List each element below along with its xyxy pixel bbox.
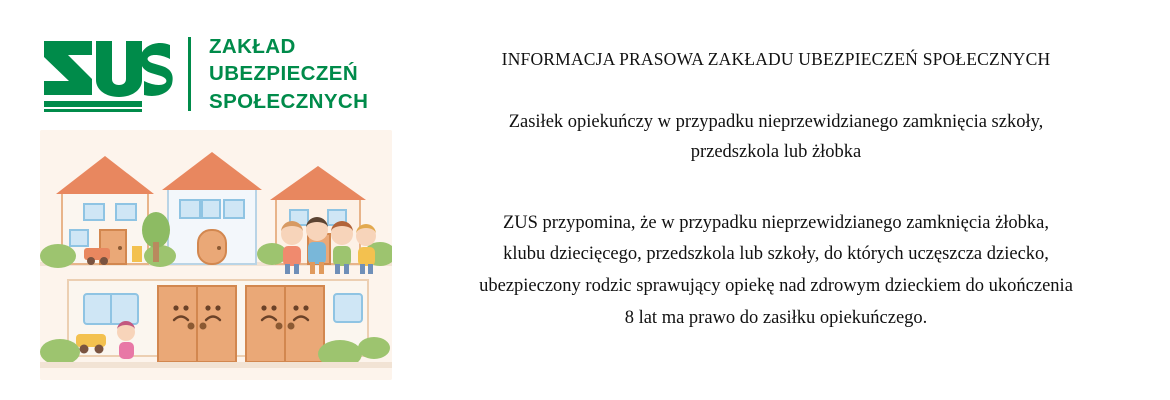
body-line-4: 8 lat ma prawo do zasiłku opiekuńczego. bbox=[624, 308, 928, 328]
body-line-3: ubezpieczony rodzic sprawujący opiekę nad zdrowym dzieckiem do ukończenia bbox=[479, 276, 1073, 297]
press-release-heading: INFORMACJA PRASOWA ZAKŁADU UBEZPIECZEŃ SPOŁECZNYCH bbox=[501, 49, 1051, 69]
school-kindergarten-illustration bbox=[40, 130, 392, 380]
zus-logo-icon bbox=[42, 35, 174, 113]
zus-logo-wordmark bbox=[209, 33, 368, 115]
zus-logo bbox=[40, 28, 400, 120]
title-line-1: Zasiłek opiekuńczy w przypadku nieprzewidzianego zamknięcia szkoły, bbox=[508, 111, 1044, 132]
right-column bbox=[420, 48, 1132, 335]
logo-word-2: UBEZPIECZEŃ bbox=[209, 62, 359, 86]
press-release-title bbox=[420, 108, 1132, 168]
body-line-2: klubu dziecięcego, przedszkola lub szkoły, do których uczęszcza dziecko, bbox=[503, 244, 1049, 265]
press-release-body bbox=[420, 208, 1132, 335]
logo-word-1: ZAKŁAD bbox=[209, 35, 296, 59]
logo-word-3: SPOŁECZNYCH bbox=[209, 89, 369, 113]
body-line-1: ZUS przypomina, że w przypadku nieprzewidzianego zamknięcia żłobka, bbox=[502, 212, 1050, 233]
logo-divider bbox=[188, 37, 191, 111]
left-column bbox=[40, 28, 400, 380]
title-line-2: przedszkola lub żłobka bbox=[690, 141, 862, 162]
